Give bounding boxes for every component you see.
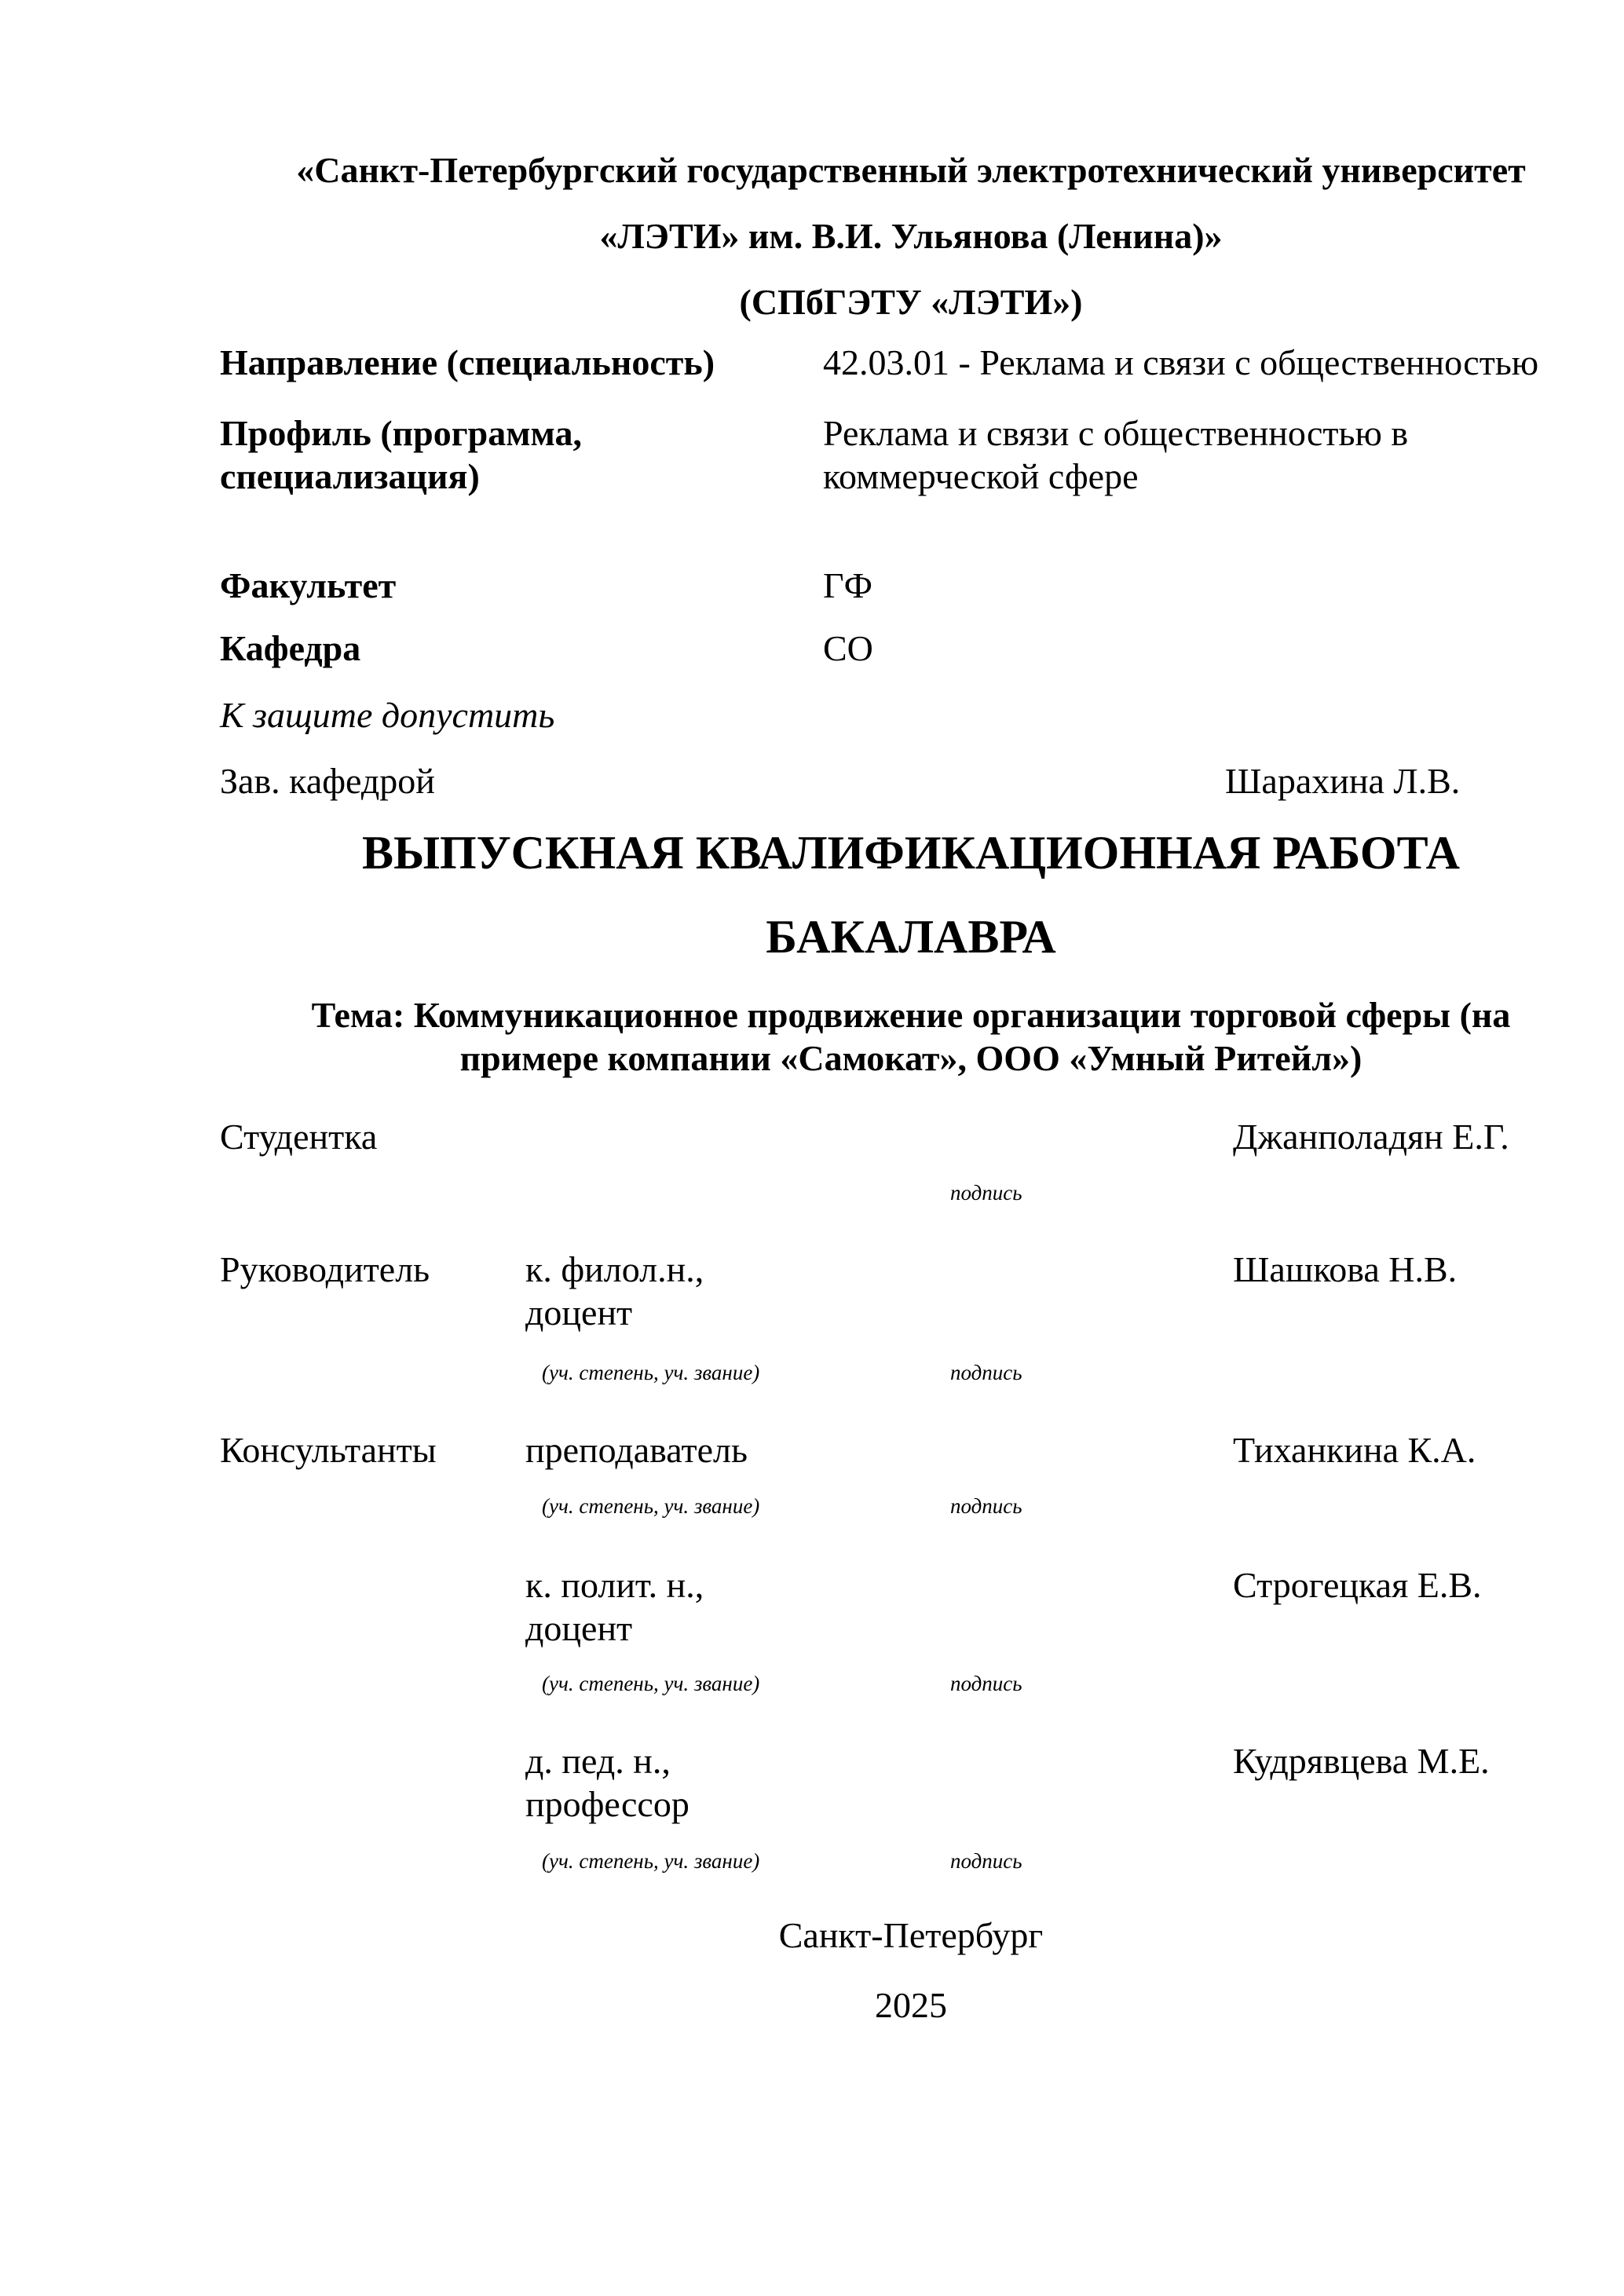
university-header xyxy=(220,137,1602,335)
university-name-line-1: «Санкт-Петербургский государственный электротехнический университет xyxy=(296,150,1526,190)
consultant-2-degree: к. полит. н., доцент xyxy=(525,1565,704,1648)
university-name-line-2: «ЛЭТИ» им. В.И. Ульянова (Ленина)» xyxy=(599,216,1223,256)
field-value-faculty: ГФ xyxy=(823,565,872,605)
field-value-direction: 42.03.01 - Реклама и связи с общественностью xyxy=(823,342,1539,382)
supervisor-degree: к. филол.н., доцент xyxy=(525,1249,704,1333)
consultant-2-degree-caption: (уч. степень, уч. звание) xyxy=(542,1672,760,1695)
consultant-1-name: Тиханкина К.А. xyxy=(1233,1430,1476,1470)
consultant-2-sign-caption: подпись xyxy=(950,1672,1022,1695)
university-abbreviation: (СПбГЭТУ «ЛЭТИ») xyxy=(739,282,1083,322)
consultant-1-sign-caption: подпись xyxy=(950,1494,1022,1518)
field-label-faculty: Факультет xyxy=(220,565,397,605)
thesis-title-line-1: ВЫПУСКНАЯ КВАЛИФИКАЦИОННАЯ РАБОТА xyxy=(362,827,1460,879)
field-label-department: Кафедра xyxy=(220,628,361,668)
field-value-profile: Реклама и связи с общественностью в коммерческой сфере xyxy=(823,413,1409,496)
consultant-3-name: Кудрявцева М.Е. xyxy=(1233,1741,1490,1781)
supervisor-sign-caption: подпись xyxy=(950,1361,1022,1384)
consultant-1-degree-caption: (уч. степень, уч. звание) xyxy=(542,1494,760,1518)
field-value-department: СО xyxy=(823,628,873,668)
consultant-3-degree-caption: (уч. степень, уч. звание) xyxy=(542,1849,760,1873)
consultant-1-degree: преподаватель xyxy=(525,1430,748,1470)
footer-city: Санкт-Петербург xyxy=(778,1915,1044,1955)
supervisor-label: Руководитель xyxy=(220,1249,430,1289)
thesis-theme: Тема: Коммуникационное продвижение организации торговой сферы (на примере компании «Самокат», ООО «Умный Ритейл») xyxy=(311,995,1511,1078)
admission-note: К защите допустить xyxy=(220,695,555,735)
field-label-profile: Профиль (программа, специализация) xyxy=(220,413,583,496)
student-sign-caption: подпись xyxy=(950,1181,1022,1205)
student-name: Джанполадян Е.Г. xyxy=(1233,1117,1509,1157)
student-label: Студентка xyxy=(220,1117,378,1157)
consultant-3-sign-caption: подпись xyxy=(950,1849,1022,1873)
footer-year: 2025 xyxy=(875,1985,947,2025)
supervisor-degree-caption: (уч. степень, уч. звание) xyxy=(542,1361,760,1384)
consultant-2-name: Строгецкая Е.В. xyxy=(1233,1565,1482,1605)
supervisor-name: Шашкова Н.В. xyxy=(1233,1249,1458,1289)
dept-head-label: Зав. кафедрой xyxy=(220,761,435,801)
field-label-direction: Направление (специальность) xyxy=(220,342,715,382)
dept-head-name: Шарахина Л.В. xyxy=(1225,761,1461,801)
consultants-label: Консультанты xyxy=(220,1430,437,1470)
thesis-title-line-2: БАКАЛАВРА xyxy=(766,911,1056,963)
consultant-3-degree: д. пед. н., профессор xyxy=(525,1741,689,1824)
